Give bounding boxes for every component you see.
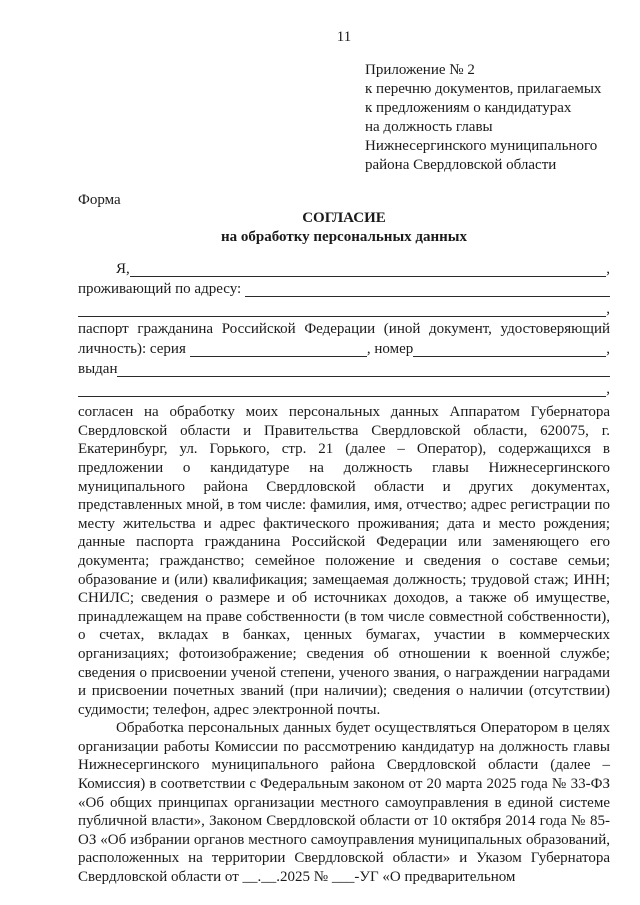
- annex-line: Приложение № 2: [365, 61, 475, 78]
- issued-blank-line: [117, 362, 610, 377]
- annex-line: к перечню документов, прилагаемых: [365, 80, 602, 97]
- annex-line: на должность главы: [365, 118, 493, 135]
- form-row-name: [78, 260, 610, 280]
- issued-blank-line-2: [78, 382, 606, 397]
- passport-text-line: паспорт гражданина Российской Федерации (иной документ, удостоверяющий: [78, 321, 610, 338]
- address-blank-line: [245, 282, 610, 297]
- form-type-label: Форма: [78, 191, 121, 208]
- form-section: [78, 260, 610, 400]
- trailing-comma: ,: [606, 261, 610, 278]
- annex-block: [365, 61, 615, 175]
- series-blank-line: [190, 342, 367, 357]
- page-number: 11: [336, 29, 352, 45]
- form-row-address-continuation: [78, 300, 610, 320]
- series-field-label: личность): серия: [78, 341, 186, 358]
- trailing-comma: ,: [606, 301, 610, 318]
- document-title-line1: СОГЛАСИЕ: [302, 210, 386, 227]
- form-row-issued-continuation: [78, 380, 610, 400]
- trailing-comma: ,: [606, 341, 610, 358]
- name-field-label: Я,: [116, 261, 130, 278]
- annex-line: к предложениям о кандидатурах: [365, 99, 572, 116]
- form-row-issued: [78, 360, 610, 380]
- number-field-label: , номер: [366, 341, 414, 358]
- annex-line: Нижнесергинского муниципального: [365, 137, 598, 154]
- form-row-address: [78, 280, 610, 300]
- document-title-line2: на обработку персональных данных: [221, 229, 467, 246]
- consent-paragraph: согласен на обработку моих персональных данных Аппаратом Губернатора Свердловской области и Правительства Свердловской области, 620075, г. Екатеринбург, ул. Горького, стр. 21 (далее – Оператор), содержащихся в предложении о кандидатуре на должность главы Нижнесергинского муниципального района Свердловской области и других документах, представленных мной, в том числе: фамилия, имя, отчество; адрес регистрации по месту жительства и адрес фактического проживания; дата и место рождения; данные паспорта гражданина Российской Федерации или заменяющего его документа; гражданство; семейное положение и сведения о составе семьи; образование и (или) квалификация; замещаемая должность; трудовой стаж; ИНН; СНИЛС; сведения о размере и об источниках доходов, а также об имуществе, принадлежащем на праве собственности (в том числе совместной собственности), о счетах, вкладах в банках, ценных бумагах, участии в коммерческих организациях; фотоизображение; сведения об отношении к военной службе; сведения о присвоении ученой степени, ученого звания, о награждении наградами и присвоении почетных званий (при наличии); сведения о наличии (отсутствии) судимости; телефон, адрес электронной почты.: [78, 404, 610, 718]
- processing-purpose-paragraph: Обработка персональных данных будет осуществляться Оператором в целях организации работы Комиссии по рассмотрению кандидатур на должность главы Нижнесергинского муниципального района Свердловской области (далее – Комиссия) в соответствии с Федеральным законом от 20 марта 2025 года № 33-ФЗ «Об общих принципах организации местного самоуправления в единой системе публичной власти», Законом Свердловской области от 10 октября 2014 года № 85-ОЗ «Об избрании органов местного самоуправления муниципальных образований, расположенных на территории Свердловской области» и Указом Губернатора Свердловской области от __.__.2025 № ___-УГ «О предварительном: [78, 720, 610, 886]
- name-blank-line: [130, 262, 606, 277]
- document-title: [78, 209, 610, 247]
- issued-field-label: выдан: [78, 361, 118, 378]
- annex-line: района Свердловской области: [365, 156, 557, 173]
- address-field-label: проживающий по адресу:: [78, 281, 245, 298]
- trailing-comma: ,: [606, 381, 610, 398]
- number-blank-line: [413, 342, 606, 357]
- form-row-series-number: [78, 340, 610, 360]
- address-blank-line-2: [78, 302, 606, 317]
